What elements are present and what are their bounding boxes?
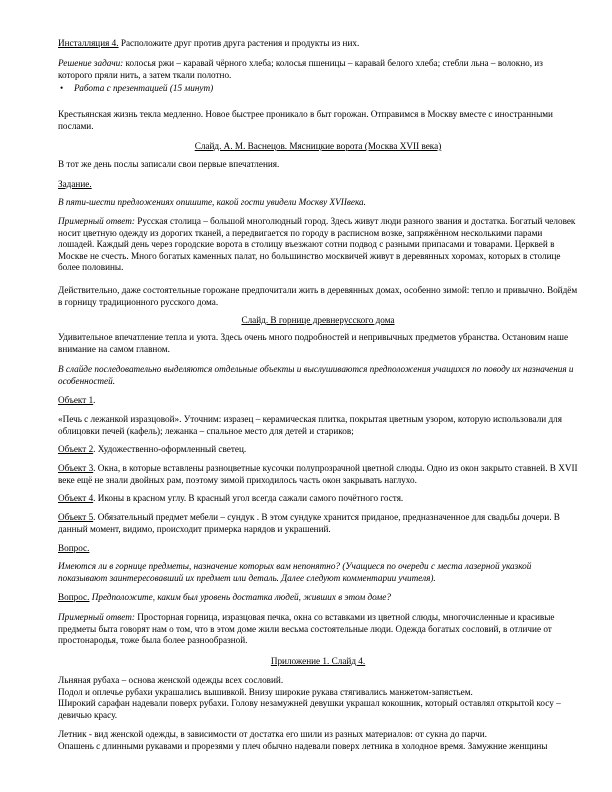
bullet-text: Работа с презентацией (15 минут)	[74, 83, 214, 93]
clothing-block	[58, 675, 578, 721]
answer-2-label: Примерный ответ:	[58, 612, 135, 622]
slide-note-paragraph: В слайде последовательно выделяются отдельные объекты и выслушиваются предположения учащихся по поводу их назначения и особенностей.	[58, 364, 574, 386]
installation-4	[58, 38, 578, 50]
question-label: Вопрос.	[58, 543, 90, 553]
object-5-paragraph	[58, 512, 578, 535]
appendix-heading: Приложение 1. Слайд 4.	[270, 656, 366, 666]
impressions-paragraph: В тот же день послы записали свои первые впечатления.	[58, 159, 280, 169]
object-5-label: Объект 5	[58, 512, 94, 522]
object-2-text: . Художественно-оформленный светец.	[93, 444, 247, 454]
intro-paragraph: Крестьянская жизнь текла медленно. Новое быстрее проникало в быт горожан. Отправимся в Москву вместе с иностранными послами.	[58, 109, 553, 131]
question-2-label: Вопрос.	[58, 592, 90, 602]
impression-2-paragraph: Удивительное впечатление тепла и уюта. Здесь очень много подробностей и непривычных предметов убранства. Остановим наше внимание на самом главном.	[58, 332, 569, 354]
object-1-heading	[58, 395, 578, 407]
object-1-punct: .	[93, 395, 96, 405]
object-5-text: . Обязательный предмет мебели – сундук . В этом сундуке хранится приданое, предназначенное для свадьбы дочери. В данный момент, видимо, происходит примерка нарядов и украшений.	[58, 512, 560, 534]
object-3-label: Объект 3	[58, 463, 94, 473]
slide-heading-2: Слайд. В горнице древнерусского дома	[241, 315, 395, 325]
solution-paragraph	[58, 58, 578, 81]
clothing-line-1: Льняная рубаха – основа женской одежды всех сословий.	[58, 675, 284, 685]
object-1-label: Объект 1	[58, 395, 94, 405]
letnik-line-1: Летник - вид женской одежды, в зависимости от достатка его шили из разных материалов: от сукна до парчи.	[58, 729, 487, 739]
answer-2-text: Просторная горница, изразцовая печка, окна со вставками из цветной слюды, многочисленные и красивые предметы быта говорят нам о том, что в этом доме жили весьма состоятельные люди. Одежда богатых сословий, в отличие от простонародья, тоже была более разнообразной.	[58, 612, 555, 646]
wealthy-paragraph: Действительно, даже состоятельные горожане предпочитали жить в деревянных домах, особенно зимой: тепло и привычно. Войдём в горницу традиционного русского дома.	[58, 285, 578, 307]
object-2-paragraph	[58, 444, 578, 456]
answer-1-text: Русская столица – большой многолюдный город. Здесь живут люди разного звания и достатка. Богатый человек носит цветную одежду из дорогих тканей, а передвигается по городу в расписном возке, запряжённом несколькими парами лошадей. Каждый день через городские ворота в столицу въезжают сотни подвод с разными припасами и товарами. Церквей в Москве не счесть. Много богатых каменных палат, но большинство москвичей живут в деревянных хоромах, которых в столице более половины.	[58, 216, 576, 273]
object-3-text: . Окна, в которые вставлены разноцветные кусочки полупрозрачной цветной слюды. Одно из окон закрыто ставней. В XVII веке ещё не знали двойных рам, поэтому зимой приходилось часть окон закрывать наглухо.	[58, 463, 578, 485]
question-text: Имеются ли в горнице предметы, назначение которых вам непонятно? (Учащиеся по очереди с места лазерной указкой показывают заинтересовавший их предмет или деталь. Далее следуют комментарии учителя).	[58, 561, 532, 583]
question-2-text: Предположите, каким был уровень достатка людей, живших в этом доме?	[89, 592, 391, 602]
answer-1-paragraph	[58, 216, 578, 274]
question-2-paragraph	[58, 592, 578, 604]
answer-2-paragraph	[58, 612, 578, 647]
solution-text: колосья ржи – каравай чёрного хлеба; колосья пшеницы – каравай белого хлеба; стебли льна – волокно, из которого пряли нить, а затем ткали полотно.	[58, 58, 543, 80]
installation-label: Инсталляция 4.	[58, 38, 119, 48]
object-2-label: Объект 2	[58, 444, 94, 454]
bullet-dot-icon: •	[60, 83, 64, 93]
slide-heading-1: Слайд. А. М. Васнецов. Мясницкие ворота (Москва XVII века)	[194, 141, 442, 151]
letnik-line-2: Опашень с длинными рукавами и прорезями у плеч обычно надевали поверх летника в холодное время. Замужние женщины	[58, 740, 548, 751]
answer-1-label: Примерный ответ:	[58, 216, 135, 226]
object-4-paragraph	[58, 493, 578, 505]
object-3-paragraph	[58, 463, 578, 486]
letnik-block	[58, 729, 578, 752]
presentation-bullet	[58, 83, 578, 95]
object-1-description: «Печь с лежанкой изразцовой». Уточним: изразец – керамическая плитка, покрытая цветным узором, которую использовали для облицовки печей (кафель); лежанка – спальное место для детей и стариков;	[58, 414, 562, 436]
task-label: Задание.	[58, 179, 92, 189]
clothing-line-2: Подол и оплечье рубахи украшались вышивкой. Внизу широкие рукава стягивались манжетом-запястьем.	[58, 686, 473, 697]
installation-text: Расположите друг против друга растения и продукты из них.	[118, 38, 360, 48]
object-4-label: Объект 4	[58, 493, 94, 503]
solution-label: Решение задачи:	[58, 58, 124, 68]
clothing-line-3: Широкий сарафан надевали поверх рубахи. Голову незамужней девушки украшал кокошник, который оставлял открытой косу – девичью красу.	[58, 698, 561, 720]
task-text: В пяти-шести предложениях опишите, какой гости увидели Москву XVIIвека.	[58, 197, 366, 207]
object-4-text: . Иконы в красном углу. В красный угол всегда сажали самого почётного гостя.	[93, 493, 404, 503]
